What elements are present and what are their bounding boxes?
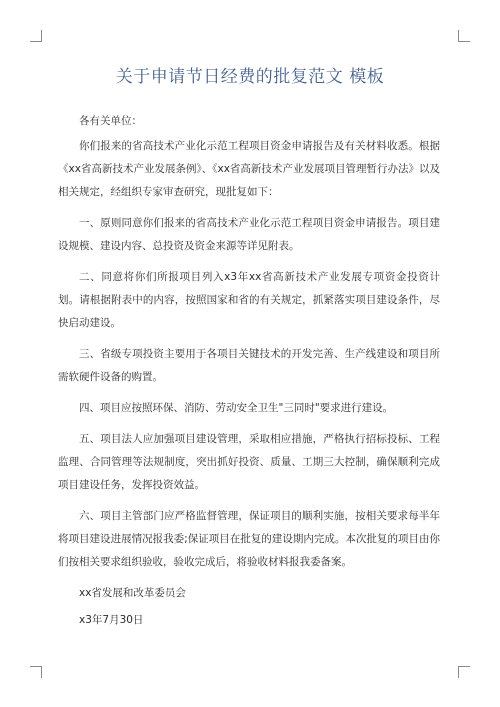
crop-mark-bottom-right xyxy=(458,666,470,678)
document-date: x3年7月30日 xyxy=(79,614,144,626)
paragraph-item-3: 三、省级专项投资主要用于各项目关键技术的开发完善、生产线建设和项目所需软硬件设备的购置。 xyxy=(58,348,440,383)
signer: xx省发展和改革委员会 xyxy=(79,587,186,599)
crop-mark-bottom-left xyxy=(30,666,42,678)
paragraph-item-5: 五、项目法人应加强项目建设管理，采取相应措施，严格执行招标投标、工程监理、合同管理等法规制度，突出抓好投资、质量、工期三大控制，确保顺利完成项目建设任务，发挥投资效益。 xyxy=(58,433,440,491)
document-body xyxy=(58,110,440,640)
crop-mark-top-left xyxy=(30,30,42,42)
crop-mark-top-right xyxy=(458,30,470,42)
paragraph-item-1: 一、原则同意你们报来的省高技术产业化示范工程项目资金申请报告。项目建设规模、建设内容、总投资及资金来源等详见附表。 xyxy=(58,217,440,252)
salutation: 各有关单位： xyxy=(79,115,142,127)
paragraph-item-4: 四、项目应按照环保、消防、劳动安全卫生"三同时"要求进行建设。 xyxy=(79,402,394,414)
document-title: 关于申请节日经费的批复范文 模板 xyxy=(115,67,385,87)
paragraph-intro: 你们报来的省高技术产业化示范工程项目资金申请报告及有关材料收悉。根据《xx省高新技术产业发展条例》、《xx省高新技术产业发展项目管理暂行办法》以及相关规定，经组织专家审查研究，现批复如下： xyxy=(58,140,440,198)
paragraph-item-2: 二、同意将你们所报项目列入x3年xx省高新技术产业发展专项资金投资计划。请根据附表中的内容，按照国家和省的有关规定，抓紧落实项目建设条件，尽快启动建设。 xyxy=(58,271,440,329)
paragraph-item-6: 六、项目主管部门应严格监督管理，保证项目的顺利实施，按相关要求每半年将项目建设进展情况报我委;保证项目在批复的建设期内完成。本次批复的项目由你们按相关要求组织验收，验收完成后，将验收材料报我委备案。 xyxy=(58,510,440,568)
